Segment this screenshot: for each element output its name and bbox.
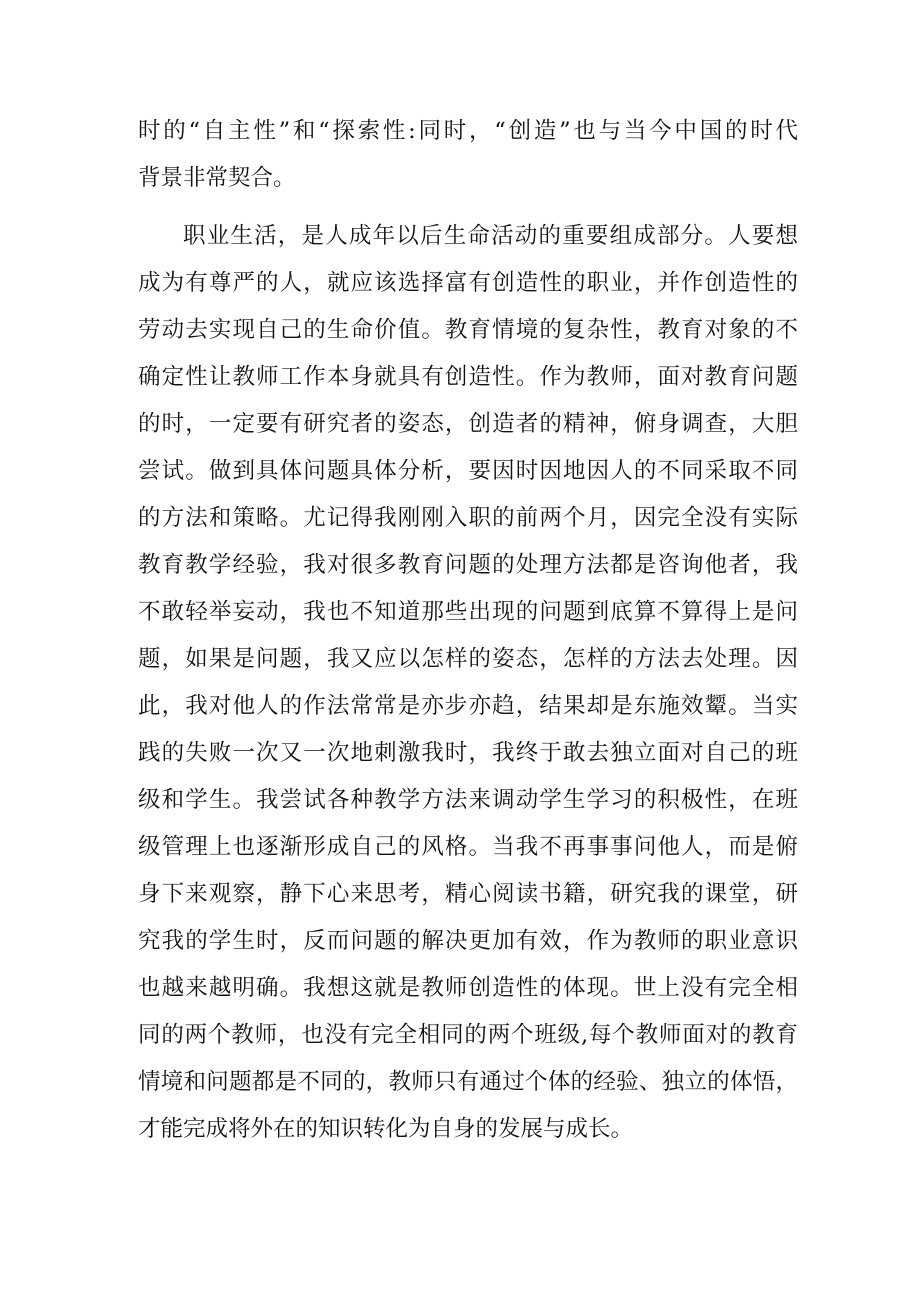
text-line: 同的两个教师，也没有完全相同的两个班级,每个教师面对的教育 [138, 1022, 798, 1048]
text-line: 不敢轻举妄动，我也不知道那些出现的问题到底算不算得上是问 [138, 599, 798, 625]
paragraph-1 [138, 108, 798, 202]
text-line: 级和学生。我尝试各种教学方法来调动学生学习的积极性，在班 [138, 787, 798, 813]
text-line: 成为有尊严的人，就应该选择富有创造性的职业，并作创造性的 [138, 270, 798, 296]
paragraph-2 [138, 213, 798, 1153]
text-line: 劳动去实现自己的生命价值。教育情境的复杂性，教育对象的不 [138, 317, 798, 343]
text-line: 时的“自主性”和“探索性:同时，“创造”也与当今中国的时代 [138, 118, 798, 144]
text-line: 教育教学经验，我对很多教育问题的处理方法都是咨询他者，我 [138, 552, 798, 578]
paragraph-spacer [138, 202, 798, 213]
text-line: 才能完成将外在的知识转化为自身的发展与成长。 [138, 1116, 634, 1142]
text-line: 尝试。做到具体问题具体分析，要因时因地因人的不同采取不同 [138, 458, 798, 484]
text-line: 身下来观察，静下心来思考，精心阅读书籍，研究我的课堂，研 [138, 881, 798, 907]
text-line: 确定性让教师工作本身就具有创造性。作为教师，面对教育问题 [138, 364, 798, 390]
text-line: 的方法和策略。尤记得我刚刚入职的前两个月，因完全没有实际 [138, 505, 798, 531]
text-line: 级管理上也逐渐形成自己的风格。当我不再事事问他人，而是俯 [138, 834, 798, 860]
text-line: 也越来越明确。我想这就是教师创造性的体现。世上没有完全相 [138, 975, 798, 1001]
text-line: 此，我对他人的作法常常是亦步亦趋，结果却是东施效颦。当实 [138, 693, 798, 719]
text-line: 究我的学生时，反而问题的解决更加有效，作为教师的职业意识 [138, 928, 798, 954]
body-text [138, 108, 798, 1153]
text-line: 践的失败一次又一次地刺激我时，我终于敢去独立面对自己的班 [138, 740, 798, 766]
text-line: 背景非常契合。 [138, 165, 296, 191]
text-line: 情境和问题都是不同的，教师只有通过个体的经验、独立的体悟， [138, 1069, 798, 1095]
text-line: 职业生活，是人成年以后生命活动的重要组成部分。人要想 [183, 223, 798, 249]
text-line: 的时，一定要有研究者的姿态，创造者的精神，俯身调查，大胆 [138, 411, 798, 437]
text-line: 题，如果是问题，我又应以怎样的姿态，怎样的方法去处理。因 [138, 646, 798, 672]
